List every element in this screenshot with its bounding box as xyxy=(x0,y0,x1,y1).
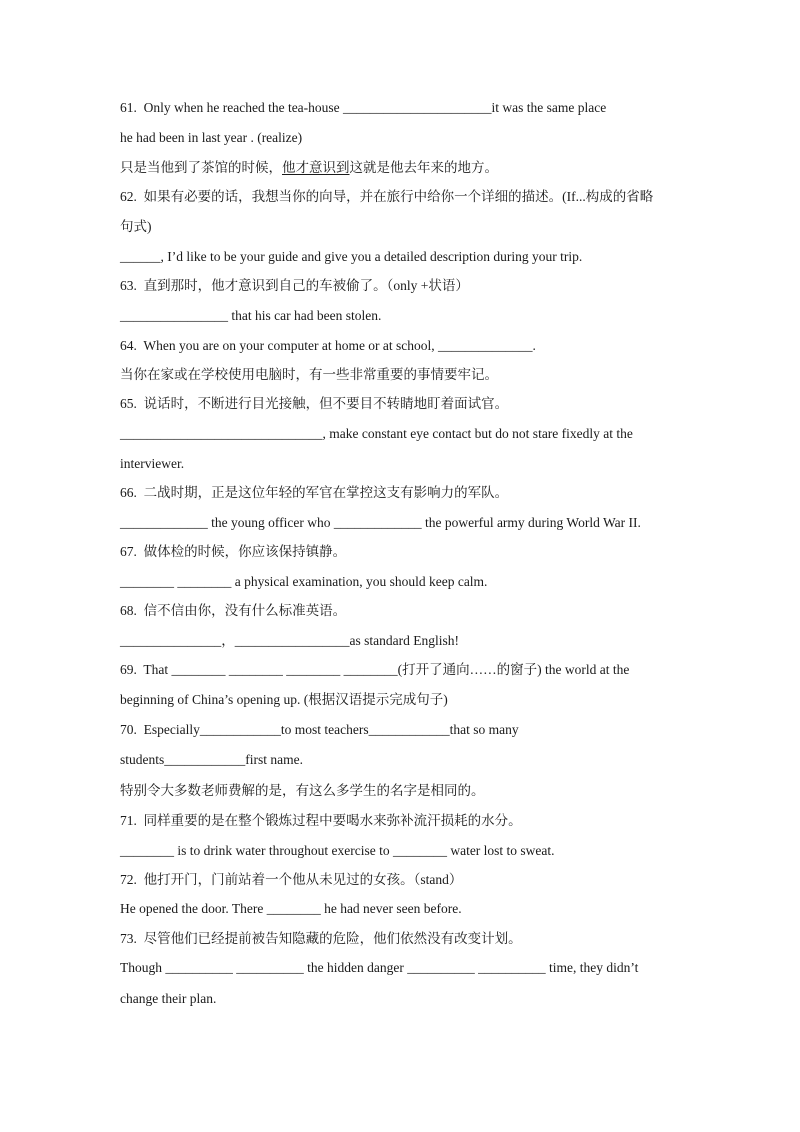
q61-translation-part-1: 只是当他到了茶馆的时候， xyxy=(120,160,282,175)
q70-line-2: students____________first name. xyxy=(120,752,303,767)
q69-line-2: beginning of China’s opening up. (根据汉语提示完成句子) xyxy=(120,692,448,707)
q65-line-2: ______________________________, make constant eye contact but do not stare fixedly at the xyxy=(120,426,633,441)
q61-line-2: he had been in last year . (realize) xyxy=(120,130,303,145)
q72-line-2: He opened the door. There ________ he had never seen before. xyxy=(120,901,462,916)
q73-line-1: 73. 尽管他们已经提前被告知隐藏的危险，他们依然没有改变计划。 xyxy=(120,931,522,946)
q73-line-3: change their plan. xyxy=(120,991,217,1006)
q67-line-1: 67. 做体检的时候，你应该保持镇静。 xyxy=(120,544,347,559)
q64-line-1: 64. When you are on your computer at home or at school, ______________. xyxy=(120,338,536,353)
q63-line-2: ________________ that his car had been stolen. xyxy=(120,308,382,323)
q72-line-1: 72. 他打开门，门前站着一个他从未见过的女孩。（stand） xyxy=(120,872,463,887)
q67-line-2: ________ ________ a physical examination, you should keep calm. xyxy=(120,574,488,589)
q71-line-1: 71. 同样重要的是在整个锻炼过程中要喝水来弥补流汗损耗的水分。 xyxy=(120,813,522,828)
q71-line-2: ________ is to drink water throughout exercise to ________ water lost to sweat. xyxy=(120,843,555,858)
q68-line-2: _______________，_________________as standard English! xyxy=(120,633,459,648)
q68-line-1: 68. 信不信由你，没有什么标准英语。 xyxy=(120,603,347,618)
q70-translation: 特别令大多数老师费解的是，有这么多学生的名字是相同的。 xyxy=(120,783,485,798)
q64-line-2: 当你在家或在学校使用电脑时，有一些非常重要的事情要牢记。 xyxy=(120,367,498,382)
q61-translation-part-2: 这就是他去年来的地方。 xyxy=(349,160,498,175)
q63-line-1: 63. 直到那时，他才意识到自己的车被偷了。（only +状语） xyxy=(120,278,469,293)
q73-line-2: Though __________ __________ the hidden danger __________ __________ time, they didn’t xyxy=(120,960,639,975)
q66-line-1: 66. 二战时期，正是这位年轻的军官在掌控这支有影响力的军队。 xyxy=(120,485,509,500)
q62-line-2: 句式) xyxy=(120,219,152,234)
q61-underlined-phrase: 他才意识到 xyxy=(282,160,350,175)
q61-translation xyxy=(120,159,498,177)
q61-line-1: 61. Only when he reached the tea-house ______________________it was the same place xyxy=(120,100,607,115)
q69-line-1: 69. That ________ ________ ________ ________(打开了通向……的窗子) the world at the xyxy=(120,662,630,677)
q62-line-3: ______, I’d like to be your guide and give you a detailed description during your trip. xyxy=(120,249,583,264)
q65-line-1: 65. 说话时，不断进行目光接触，但不要目不转睛地盯着面试官。 xyxy=(120,396,509,411)
q66-line-2: _____________ the young officer who _____________ the powerful army during World War II. xyxy=(120,515,641,530)
q70-line-1: 70. Especially____________to most teachers____________that so many xyxy=(120,722,519,737)
q65-line-3: interviewer. xyxy=(120,456,185,471)
q62-line-1: 62. 如果有必要的话，我想当你的向导，并在旅行中给你一个详细的描述。(If...构成的省略 xyxy=(120,189,654,204)
